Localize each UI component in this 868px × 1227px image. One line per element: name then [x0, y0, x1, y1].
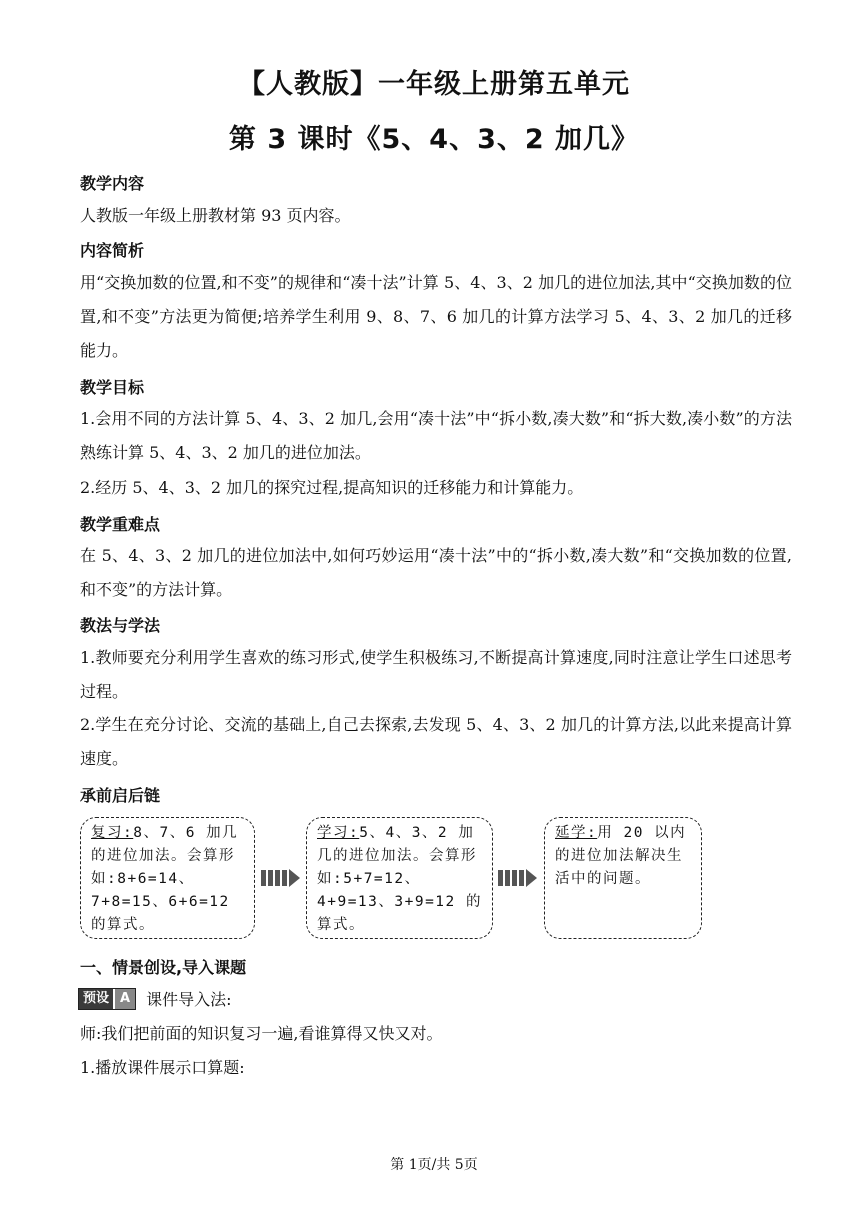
review-text: 8、7、6 加几的进位加法。会算形如:8+6=14、7+8=15、6+6=12 的算式。 — [91, 825, 239, 933]
key-points-text: 在 5、4、3、2 加几的进位加法中,如何巧妙运用“凑十法”中的“拆小数,凑大数”和“交换加数的位置,和不变”的方法计算。 — [80, 546, 792, 599]
link-chain-heading: 承前启后链 — [80, 786, 161, 805]
learn-label: 学习: — [317, 825, 360, 841]
preset-row — [78, 987, 231, 1010]
method-1: 1.教师要充分利用学生喜欢的练习形式,使学生积极练习,不断提高计算速度,同时注意让学生口述思考过程。 — [80, 648, 792, 701]
goals-heading: 教学目标 — [80, 378, 145, 397]
lesson-title: 第 3 课时《5、4、3、2 加几》 — [228, 124, 640, 155]
flow-arrow-1-icon — [261, 869, 300, 887]
extend-label: 延学: — [555, 825, 598, 841]
analysis-heading: 内容简析 — [80, 241, 145, 260]
part1-heading: 一、情景创设,导入课题 — [80, 958, 247, 977]
step-1: 1.播放课件展示口算题: — [80, 1058, 245, 1077]
goal-1: 1.会用不同的方法计算 5、4、3、2 加几,会用“凑十法”中“拆小数,凑大数”和“拆大数,凑小数”的方法熟练计算 5、4、3、2 加几的进位加法。 — [80, 409, 792, 462]
method-2: 2.学生在充分讨论、交流的基础上,自己去探索,去发现 5、4、3、2 加几的计算方法,以此来提高计算速度。 — [80, 715, 792, 768]
goal-2: 2.经历 5、4、3、2 加几的探究过程,提高知识的迁移能力和计算能力。 — [80, 478, 584, 497]
document-title: 【人教版】一年级上册第五单元 — [238, 69, 630, 100]
key-points-heading: 教学重难点 — [80, 515, 161, 534]
preset-method: 课件导入法: — [146, 990, 232, 1009]
extend-text: 用 20 以内的进位加法解决生活中的问题。 — [555, 825, 687, 887]
teacher-line: 师:我们把前面的知识复习一遍,看谁算得又快又对。 — [80, 1024, 443, 1043]
learn-box — [306, 817, 493, 939]
page-footer: 第 1页/共 5页 — [390, 1157, 478, 1173]
extend-box — [544, 817, 702, 939]
review-box — [80, 817, 255, 939]
analysis-text: 用“交换加数的位置,和不变”的规律和“凑十法”计算 5、4、3、2 加几的进位加法,其中“交换加数的位置,和不变”方法更为简便;培养学生利用 9、8、7、6 加几的计算方法学习 5、4、3、2 加几的迁移能力。 — [80, 273, 792, 360]
learn-text: 5、4、3、2 加几的进位加法。会算形如:5+7=12、4+9=13、3+9=12 的算式。 — [317, 825, 482, 933]
review-label: 复习: — [91, 825, 134, 841]
method-heading: 教法与学法 — [80, 616, 161, 635]
content-text: 人教版一年级上册教材第 93 页内容。 — [80, 206, 351, 225]
flow-arrow-2-icon — [498, 869, 537, 887]
content-heading: 教学内容 — [80, 174, 145, 193]
preset-badge: 预设 A — [78, 988, 136, 1010]
